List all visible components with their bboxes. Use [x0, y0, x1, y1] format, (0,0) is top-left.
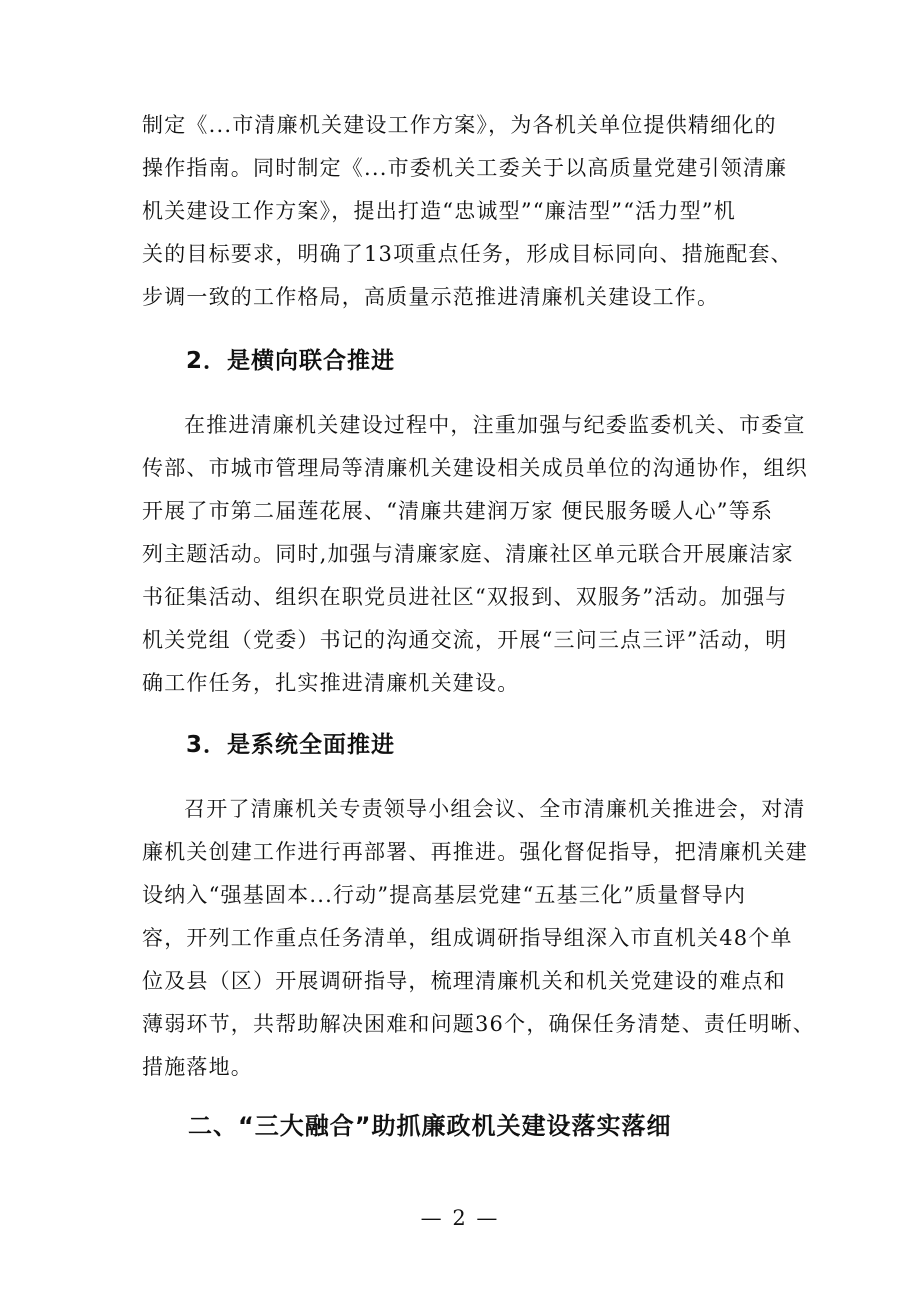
- text-line: 开展了市第二届莲花展、“清廉共建润万家 便民服务暖人心”等系: [142, 499, 774, 523]
- text-line: 廉机关创建工作进行再部署、再推进。强化督促指导，把清廉机关建: [142, 840, 808, 864]
- text-line: 操作指南。同时制定《...市委机关工委关于以高质量党建引领清廉: [142, 156, 788, 180]
- paragraph-plan-formulation: [142, 104, 793, 319]
- text-line: 确工作任务，扎实推进清廉机关建设。: [142, 671, 520, 695]
- text-line: 机关党组（党委）书记的沟通交流，开展“三问三点三评”活动，明: [142, 628, 788, 652]
- text-line: 薄弱环节，共帮助解决困难和问题36个，确保任务清楚、责任明晰、: [142, 1012, 815, 1036]
- text-line: 机关建设工作方案》，提出打造“忠诚型”“廉洁型”“活力型”机: [142, 199, 736, 223]
- text-line: 设纳入“强基固本...行动”提高基层党建“五基三化”质量督导内: [142, 883, 747, 907]
- page-number: — 2 —: [420, 1206, 500, 1230]
- paragraph-horizontal-promotion: [142, 404, 808, 705]
- text-line: 措施落地。: [142, 1055, 253, 1079]
- text-line: 列主题活动。同时,加强与清廉家庭、清廉社区单元联合开展廉洁家: [142, 542, 794, 566]
- text-line: 召开了清廉机关专责领导小组会议、全市清廉机关推进会，对清: [184, 797, 806, 821]
- subheading-horizontal-promotion: 2．是横向联合推进: [186, 348, 396, 374]
- text-line: 步调一致的工作格局，高质量示范推进清廉机关建设工作。: [142, 285, 720, 309]
- text-line: 容，开列工作重点任务清单，组成调研指导组深入市直机关48个单: [142, 926, 793, 950]
- subheading-systematic-promotion: 3．是系统全面推进: [186, 732, 396, 758]
- section-title-three-integrations: 二、“三大融合”助抓廉政机关建设落实落细: [188, 1112, 672, 1140]
- text-line: 传部、市城市管理局等清廉机关建设相关成员单位的沟通协作，组织: [142, 456, 808, 480]
- text-line: 制定《...市清廉机关建设工作方案》，为各机关单位提供精细化的: [142, 113, 777, 137]
- text-line: 书征集活动、组织在职党员进社区“双报到、双服务”活动。加强与: [142, 585, 788, 609]
- text-line: 关的目标要求，明确了13项重点任务，形成目标同向、措施配套、: [142, 242, 793, 266]
- paragraph-systematic-promotion: [142, 788, 815, 1089]
- text-line: 在推进清廉机关建设过程中，注重加强与纪委监委机关、市委宣: [184, 413, 806, 437]
- text-line: 位及县（区）开展调研指导，梳理清廉机关和机关党建设的难点和: [142, 969, 786, 993]
